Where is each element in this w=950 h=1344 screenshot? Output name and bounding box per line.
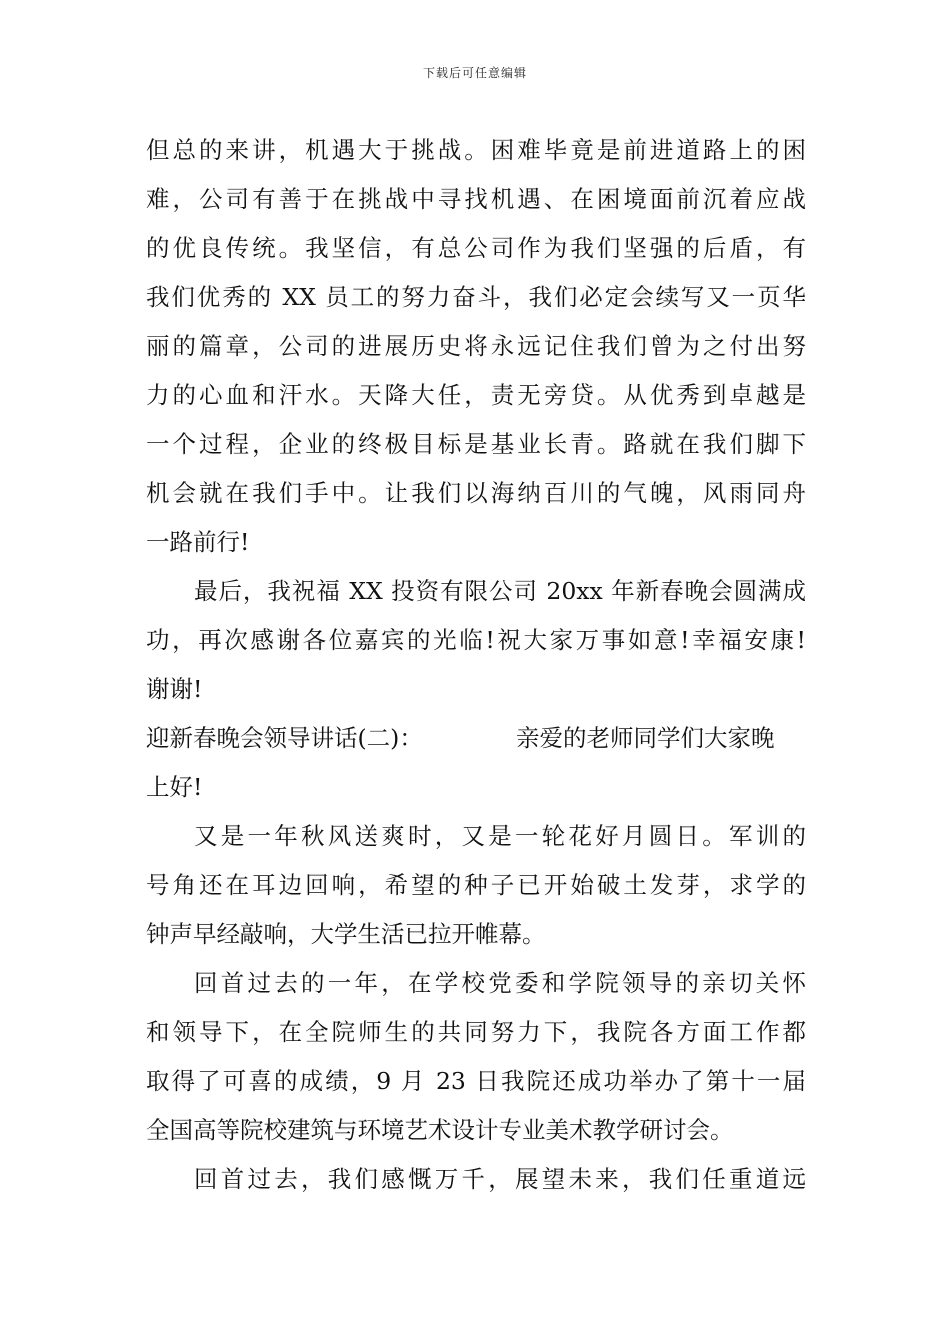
document-body bbox=[146, 126, 806, 1204]
paragraph-line: 丽的篇章，公司的进展历史将永远记住我们曾为之付出努 bbox=[146, 332, 806, 360]
paragraph-line: 全国高等院校建筑与环境艺术设计专业美术教学研讨会。 bbox=[146, 1116, 734, 1144]
paragraph-line: 一路前行! bbox=[146, 528, 250, 556]
paragraph-line: 号角还在耳边回响，希望的种子已开始破土发芽，求学的 bbox=[146, 871, 806, 899]
section-heading-title: 迎新春晚会领导讲话(二)： bbox=[146, 724, 423, 752]
section-heading-greeting: 亲爱的老师同学们大家晚 bbox=[516, 724, 775, 752]
paragraph-line: 难，公司有善于在挑战中寻找机遇、在困境面前沉着应战 bbox=[146, 185, 806, 213]
paragraph-line: 上好! bbox=[146, 773, 203, 801]
paragraph-line: 和领导下，在全院师生的共同努力下，我院各方面工作都 bbox=[146, 1018, 806, 1046]
paragraph-line: 功，再次感谢各位嘉宾的光临!祝大家万事如意!幸福安康! bbox=[146, 626, 806, 654]
paragraph-line: 钟声早经敲响，大学生活已拉开帷幕。 bbox=[146, 920, 546, 948]
paragraph-line: 机会就在我们手中。让我们以海纳百川的气魄，风雨同舟 bbox=[146, 479, 806, 507]
page-header: 下载后可任意编辑 bbox=[422, 66, 527, 80]
paragraph-line: 我们优秀的 XX 员工的努力奋斗，我们必定会续写又一页华 bbox=[146, 283, 806, 311]
paragraph-line: 一个过程，企业的终极目标是基业长青。路就在我们脚下 bbox=[146, 430, 806, 458]
paragraph-line: 的优良传统。我坚信，有总公司作为我们坚强的后盾，有 bbox=[146, 234, 806, 262]
paragraph-line: 谢谢! bbox=[146, 675, 203, 703]
paragraph-line: 回首过去，我们感慨万千，展望未来，我们任重道远 bbox=[194, 1165, 806, 1193]
paragraph-line: 但总的来讲，机遇大于挑战。困难毕竟是前进道路上的困 bbox=[146, 136, 806, 164]
paragraph-line: 又是一年秋风送爽时，又是一轮花好月圆日。军训的 bbox=[194, 822, 806, 850]
paragraph-line: 力的心血和汗水。天降大任，责无旁贷。从优秀到卓越是 bbox=[146, 381, 806, 409]
paragraph-line: 取得了可喜的成绩，9 月 23 日我院还成功举办了第十一届 bbox=[146, 1067, 806, 1095]
paragraph-line: 最后，我祝福 XX 投资有限公司 20xx 年新春晚会圆满成 bbox=[194, 577, 806, 605]
paragraph-line: 回首过去的一年，在学校党委和学院领导的亲切关怀 bbox=[194, 969, 806, 997]
section-heading bbox=[146, 714, 806, 763]
